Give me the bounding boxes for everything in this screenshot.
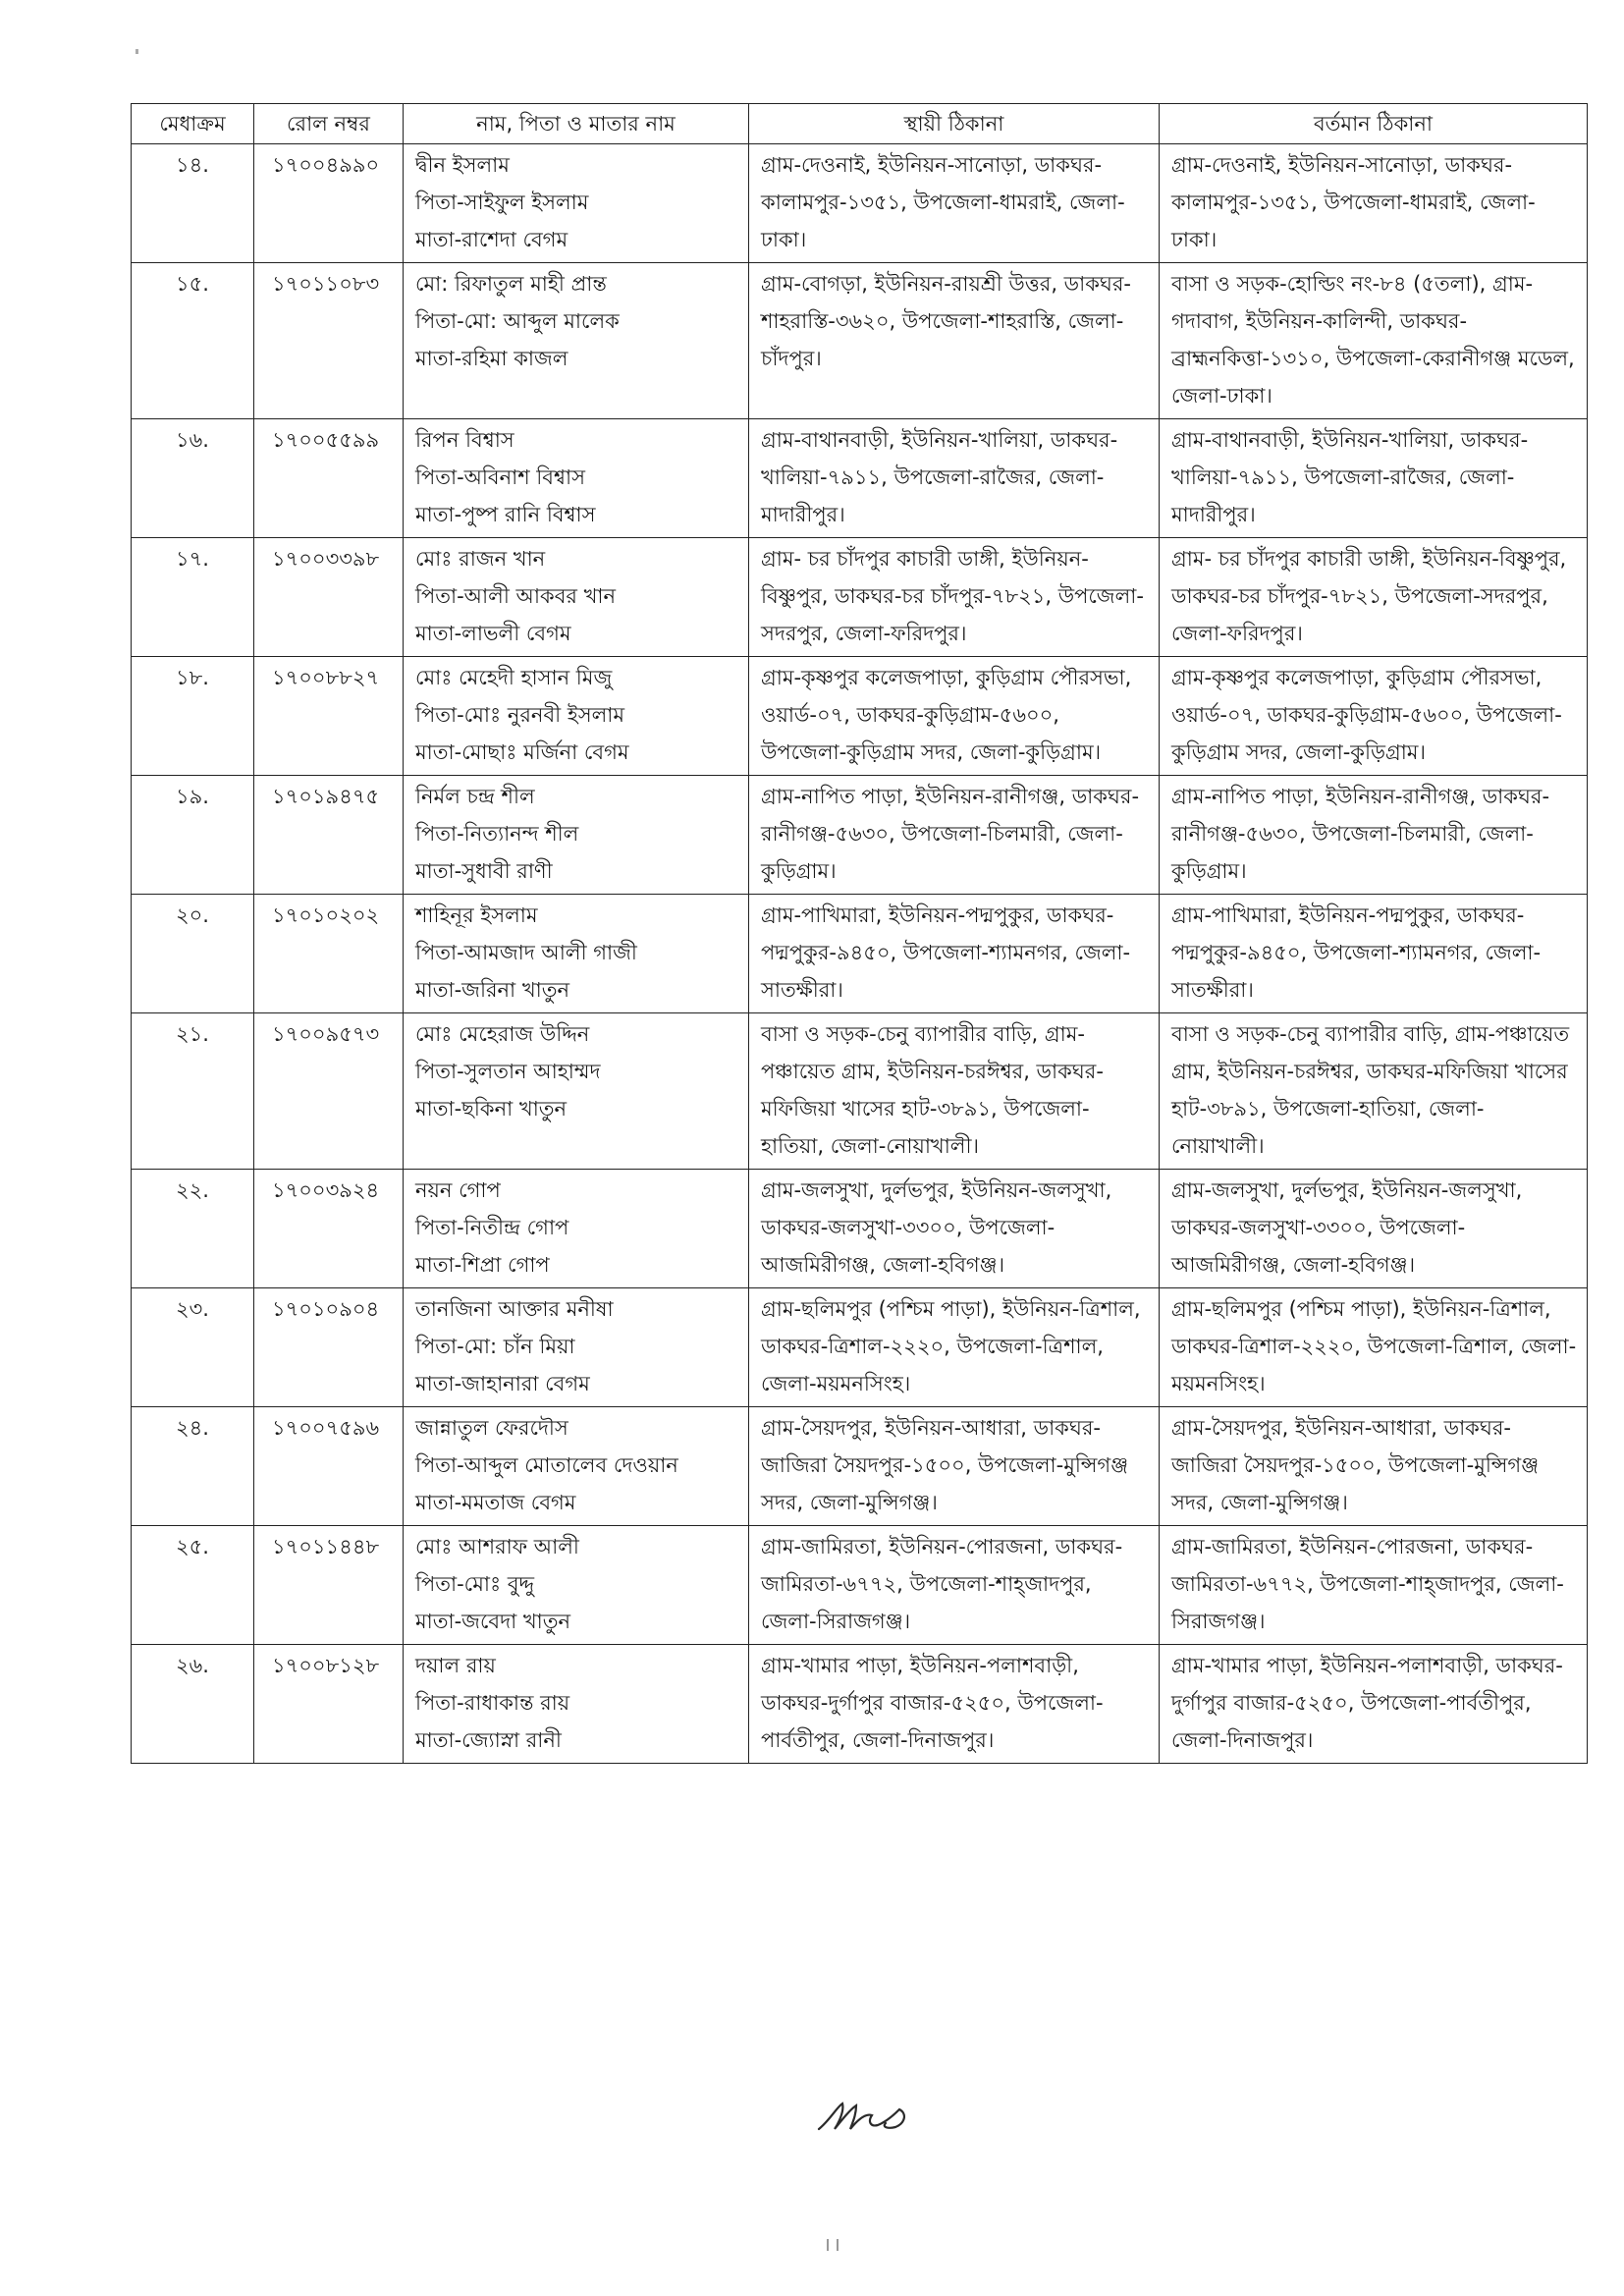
cell-serial: ১৮. bbox=[132, 657, 254, 776]
table-row bbox=[132, 1645, 1588, 1764]
signature bbox=[813, 2090, 921, 2139]
cell-roll: ১৭০১১৪৪৮ bbox=[254, 1526, 404, 1645]
cell-name: দ্বীন ইসলাম পিতা-সাইফুল ইসলাম মাতা-রাশেদা বেগম bbox=[404, 144, 749, 263]
cell-roll: ১৭০১০২০২ bbox=[254, 895, 404, 1013]
table-row bbox=[132, 538, 1588, 657]
cell-permanent-address: গ্রাম-খামার পাড়া, ইউনিয়ন-পলাশবাড়ী, ডাকঘর-দুর্গাপুর বাজার-৫২৫০, উপজেলা-পার্বতীপুর, জেলা-দিনাজপুর। bbox=[749, 1645, 1160, 1764]
table-header-row bbox=[132, 104, 1588, 144]
cell-present-address: বাসা ও সড়ক-চেনু ব্যাপারীর বাড়ি, গ্রাম-পঞ্চায়েত গ্রাম, ইউনিয়ন-চরঈশ্বর, ডাকঘর-মফিজিয়া খাসের হাট-৩৮৯১, উপজেলা-হাতিয়া, জেলা-নোয়াখালী। bbox=[1160, 1013, 1588, 1170]
cell-permanent-address: গ্রাম-জলসুখা, দুর্লভপুর, ইউনিয়ন-জলসুখা, ডাকঘর-জলসুখা-৩৩০০, উপজেলা-আজমিরীগঞ্জ, জেলা-হবিগঞ্জ। bbox=[749, 1170, 1160, 1288]
cell-roll: ১৭০১৯৪৭৫ bbox=[254, 776, 404, 895]
table-row bbox=[132, 1407, 1588, 1526]
cell-present-address: গ্রাম-সৈয়দপুর, ইউনিয়ন-আধারা, ডাকঘর-জাজিরা সৈয়দপুর-১৫০০, উপজেলা-মুন্সিগঞ্জ সদর, জেলা-মুন্সিগঞ্জ। bbox=[1160, 1407, 1588, 1526]
scan-speck-bottom bbox=[827, 2239, 839, 2251]
table-row bbox=[132, 776, 1588, 895]
cell-name: মোঃ মেহেরাজ উদ্দিন পিতা-সুলতান আহাম্মদ মাতা-ছকিনা খাতুন bbox=[404, 1013, 749, 1170]
cell-permanent-address: গ্রাম-সৈয়দপুর, ইউনিয়ন-আধারা, ডাকঘর-জাজিরা সৈয়দপুর-১৫০০, উপজেলা-মুন্সিগঞ্জ সদর, জেলা-মুন্সিগঞ্জ। bbox=[749, 1407, 1160, 1526]
table-row bbox=[132, 263, 1588, 419]
cell-roll: ১৭০১০৯০৪ bbox=[254, 1288, 404, 1407]
cell-present-address: গ্রাম-দেওনাই, ইউনিয়ন-সানোড়া, ডাকঘর-কালামপুর-১৩৫১, উপজেলা-ধামরাই, জেলা-ঢাকা। bbox=[1160, 144, 1588, 263]
cell-permanent-address: গ্রাম-জামিরতা, ইউনিয়ন-পোরজনা, ডাকঘর-জামিরতা-৬৭৭২, উপজেলা-শাহ্জাদপুর, জেলা-সিরাজগঞ্জ। bbox=[749, 1526, 1160, 1645]
cell-roll: ১৭০০৮১২৮ bbox=[254, 1645, 404, 1764]
table-row bbox=[132, 419, 1588, 538]
table-row bbox=[132, 1170, 1588, 1288]
cell-present-address: গ্রাম-জামিরতা, ইউনিয়ন-পোরজনা, ডাকঘর-জামিরতা-৬৭৭২, উপজেলা-শাহ্জাদপুর, জেলা-সিরাজগঞ্জ। bbox=[1160, 1526, 1588, 1645]
cell-serial: ২৪. bbox=[132, 1407, 254, 1526]
cell-roll: ১৭০০৪৯৯০ bbox=[254, 144, 404, 263]
cell-present-address: গ্রাম-কৃষ্ণপুর কলেজপাড়া, কুড়িগ্রাম পৌরসভা, ওয়ার্ড-০৭, ডাকঘর-কুড়িগ্রাম-৫৬০০, উপজেলা-কুড়িগ্রাম সদর, জেলা-কুড়িগ্রাম। bbox=[1160, 657, 1588, 776]
cell-name: মোঃ মেহেদী হাসান মিজু পিতা-মোঃ নুরনবী ইসলাম মাতা-মোছাঃ মর্জিনা বেগম bbox=[404, 657, 749, 776]
cell-name: তানজিনা আক্তার মনীষা পিতা-মো: চাঁন মিয়া মাতা-জাহানারা বেগম bbox=[404, 1288, 749, 1407]
cell-name: নির্মল চন্দ্র শীল পিতা-নিত্যানন্দ শীল মাতা-সুধাবী রাণী bbox=[404, 776, 749, 895]
cell-roll: ১৭০১১০৮৩ bbox=[254, 263, 404, 419]
cell-present-address: গ্রাম-পাখিমারা, ইউনিয়ন-পদ্মপুকুর, ডাকঘর-পদ্মপুকুর-৯৪৫০, উপজেলা-শ্যামনগর, জেলা-সাতক্ষীরা। bbox=[1160, 895, 1588, 1013]
header-present-address: বর্তমান ঠিকানা bbox=[1160, 104, 1588, 144]
cell-present-address: গ্রাম-বাথানবাড়ী, ইউনিয়ন-খালিয়া, ডাকঘর-খালিয়া-৭৯১১, উপজেলা-রাজৈর, জেলা-মাদারীপুর। bbox=[1160, 419, 1588, 538]
cell-name: নয়ন গোপ পিতা-নিতীন্দ্র গোপ মাতা-শিপ্রা গোপ bbox=[404, 1170, 749, 1288]
merit-list-table bbox=[131, 103, 1588, 1764]
cell-present-address: গ্রাম-ছলিমপুর (পশ্চিম পাড়া), ইউনিয়ন-ত্রিশাল, ডাকঘর-ত্রিশাল-২২২০, উপজেলা-ত্রিশাল, জেলা-ময়মনসিংহ। bbox=[1160, 1288, 1588, 1407]
cell-roll: ১৭০০৩৩৯৮ bbox=[254, 538, 404, 657]
cell-present-address: গ্রাম-খামার পাড়া, ইউনিয়ন-পলাশবাড়ী, ডাকঘর-দুর্গাপুর বাজার-৫২৫০, উপজেলা-পার্বতীপুর, জেলা-দিনাজপুর। bbox=[1160, 1645, 1588, 1764]
cell-serial: ২৬. bbox=[132, 1645, 254, 1764]
cell-permanent-address: গ্রাম-পাখিমারা, ইউনিয়ন-পদ্মপুকুর, ডাকঘর-পদ্মপুকুর-৯৪৫০, উপজেলা-শ্যামনগর, জেলা-সাতক্ষীরা। bbox=[749, 895, 1160, 1013]
table-row bbox=[132, 1288, 1588, 1407]
cell-name: দয়াল রায় পিতা-রাধাকান্ত রায় মাতা-জ্যোস্না রানী bbox=[404, 1645, 749, 1764]
cell-serial: ১৪. bbox=[132, 144, 254, 263]
header-roll: রোল নম্বর bbox=[254, 104, 404, 144]
cell-name: মোঃ আশরাফ আলী পিতা-মোঃ বুদ্দু মাতা-জবেদা খাতুন bbox=[404, 1526, 749, 1645]
cell-serial: ২৫. bbox=[132, 1526, 254, 1645]
cell-present-address: গ্রাম- চর চাঁদপুর কাচারী ডাঙ্গী, ইউনিয়ন-বিষ্ণুপুর, ডাকঘর-চর চাঁদপুর-৭৮২১, উপজেলা-সদরপুর, জেলা-ফরিদপুর। bbox=[1160, 538, 1588, 657]
cell-serial: ২১. bbox=[132, 1013, 254, 1170]
cell-permanent-address: গ্রাম-বাথানবাড়ী, ইউনিয়ন-খালিয়া, ডাকঘর-খালিয়া-৭৯১১, উপজেলা-রাজৈর, জেলা-মাদারীপুর। bbox=[749, 419, 1160, 538]
cell-present-address: গ্রাম-জলসুখা, দুর্লভপুর, ইউনিয়ন-জলসুখা, ডাকঘর-জলসুখা-৩৩০০, উপজেলা-আজমিরীগঞ্জ, জেলা-হবিগঞ্জ। bbox=[1160, 1170, 1588, 1288]
cell-serial: ১৬. bbox=[132, 419, 254, 538]
cell-serial: ১৫. bbox=[132, 263, 254, 419]
table-row bbox=[132, 895, 1588, 1013]
cell-serial: ২৩. bbox=[132, 1288, 254, 1407]
cell-roll: ১৭০০৮৮২৭ bbox=[254, 657, 404, 776]
table-row bbox=[132, 1013, 1588, 1170]
cell-permanent-address: গ্রাম-নাপিত পাড়া, ইউনিয়ন-রানীগঞ্জ, ডাকঘর- রানীগঞ্জ-৫৬৩০, উপজেলা-চিলমারী, জেলা-কুড়িগ্রাম। bbox=[749, 776, 1160, 895]
cell-permanent-address: গ্রাম-দেওনাই, ইউনিয়ন-সানোড়া, ডাকঘর-কালামপুর-১৩৫১, উপজেলা-ধামরাই, জেলা-ঢাকা। bbox=[749, 144, 1160, 263]
cell-name: জান্নাতুল ফেরদৌস পিতা-আব্দুল মোতালেব দেওয়ান মাতা-মমতাজ বেগম bbox=[404, 1407, 749, 1526]
cell-roll: ১৭০০৯৫৭৩ bbox=[254, 1013, 404, 1170]
table-row bbox=[132, 144, 1588, 263]
cell-name: রিপন বিশ্বাস পিতা-অবিনাশ বিশ্বাস মাতা-পুষ্প রানি বিশ্বাস bbox=[404, 419, 749, 538]
cell-present-address: গ্রাম-নাপিত পাড়া, ইউনিয়ন-রানীগঞ্জ, ডাকঘর- রানীগঞ্জ-৫৬৩০, উপজেলা-চিলমারী, জেলা-কুড়িগ্রাম। bbox=[1160, 776, 1588, 895]
cell-name: মো: রিফাতুল মাহী প্রান্ত পিতা-মো: আব্দুল মালেক মাতা-রহিমা কাজল bbox=[404, 263, 749, 419]
cell-permanent-address: গ্রাম-বোগড়া, ইউনিয়ন-রায়শ্রী উত্তর, ডাকঘর-শাহরাস্তি-৩৬২০, উপজেলা-শাহরাস্তি, জেলা-চাঁদপুর। bbox=[749, 263, 1160, 419]
table-row bbox=[132, 657, 1588, 776]
cell-roll: ১৭০০৭৫৯৬ bbox=[254, 1407, 404, 1526]
header-name: নাম, পিতা ও মাতার নাম bbox=[404, 104, 749, 144]
cell-permanent-address: গ্রাম-কৃষ্ণপুর কলেজপাড়া, কুড়িগ্রাম পৌরসভা, ওয়ার্ড-০৭, ডাকঘর-কুড়িগ্রাম-৫৬০০, উপজেলা-কুড়িগ্রাম সদর, জেলা-কুড়িগ্রাম। bbox=[749, 657, 1160, 776]
cell-permanent-address: বাসা ও সড়ক-চেনু ব্যাপারীর বাড়ি, গ্রাম-পঞ্চায়েত গ্রাম, ইউনিয়ন-চরঈশ্বর, ডাকঘর-মফিজিয়া খাসের হাট-৩৮৯১, উপজেলা-হাতিয়া, জেলা-নোয়াখালী। bbox=[749, 1013, 1160, 1170]
cell-present-address: বাসা ও সড়ক-হোল্ডিং নং-৮৪ (৫তলা), গ্রাম-গদাবাগ, ইউনিয়ন-কালিন্দী, ডাকঘর-ব্রাহ্মনকিত্তা-১৩১০, উপজেলা-কেরানীগঞ্জ মডেল, জেলা-ঢাকা। bbox=[1160, 263, 1588, 419]
cell-serial: ২০. bbox=[132, 895, 254, 1013]
cell-roll: ১৭০০৫৫৯৯ bbox=[254, 419, 404, 538]
cell-permanent-address: গ্রাম- চর চাঁদপুর কাচারী ডাঙ্গী, ইউনিয়ন-বিষ্ণুপুর, ডাকঘর-চর চাঁদপুর-৭৮২১, উপজেলা-সদরপুর, জেলা-ফরিদপুর। bbox=[749, 538, 1160, 657]
scan-speck-top bbox=[135, 49, 138, 54]
cell-name: শাহিনূর ইসলাম পিতা-আমজাদ আলী গাজী মাতা-জরিনা খাতুন bbox=[404, 895, 749, 1013]
cell-permanent-address: গ্রাম-ছলিমপুর (পশ্চিম পাড়া), ইউনিয়ন-ত্রিশাল, ডাকঘর-ত্রিশাল-২২২০, উপজেলা-ত্রিশাল, জেলা-ময়মনসিংহ। bbox=[749, 1288, 1160, 1407]
cell-serial: ১৯. bbox=[132, 776, 254, 895]
cell-roll: ১৭০০৩৯২৪ bbox=[254, 1170, 404, 1288]
cell-name: মোঃ রাজন খান পিতা-আলী আকবর খান মাতা-লাভলী বেগম bbox=[404, 538, 749, 657]
cell-serial: ২২. bbox=[132, 1170, 254, 1288]
header-serial: মেধাক্রম bbox=[132, 104, 254, 144]
table-body bbox=[132, 144, 1588, 1764]
table-row bbox=[132, 1526, 1588, 1645]
cell-serial: ১৭. bbox=[132, 538, 254, 657]
header-permanent-address: স্থায়ী ঠিকানা bbox=[749, 104, 1160, 144]
